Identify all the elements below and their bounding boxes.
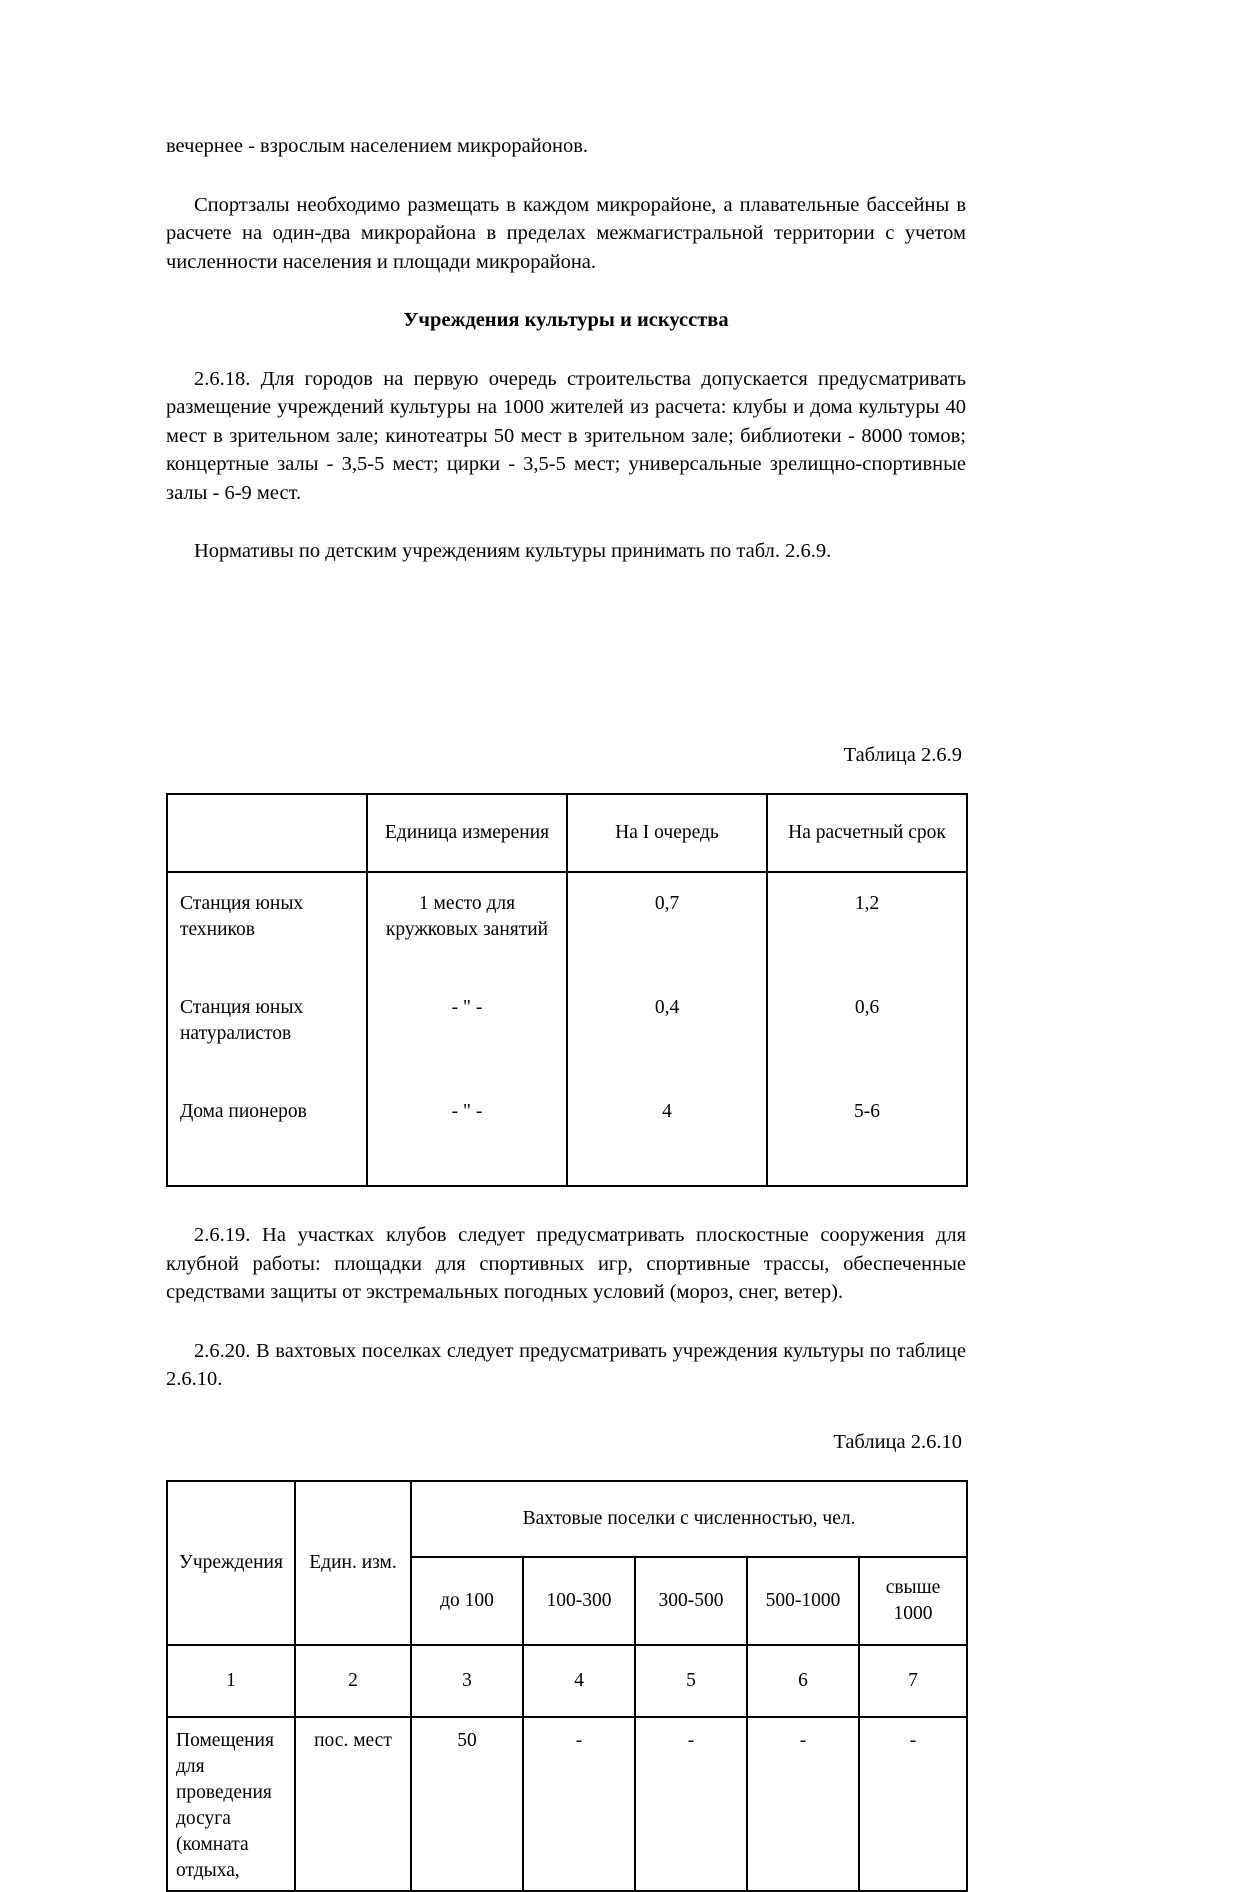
- row-first-stage: 0,4: [567, 977, 767, 1081]
- table-header-cell-first-stage: На I очередь: [567, 794, 767, 872]
- table-header-cell-unit: Един. изм.: [295, 1481, 411, 1645]
- row-design-term: 1,2: [767, 872, 967, 977]
- table-subheader-cell-1: 100-300: [523, 1557, 635, 1645]
- spacer: [166, 769, 966, 793]
- row-name: Станция юных натуралистов: [167, 977, 367, 1081]
- table-caption-2-6-9: Таблица 2.6.9: [843, 743, 962, 766]
- table-2-6-9: [166, 793, 968, 1187]
- table-row: [167, 1717, 967, 1891]
- column-number-6: 6: [747, 1645, 859, 1717]
- row-unit-line1: - " -: [451, 997, 483, 1018]
- table-row: [167, 977, 967, 1081]
- row-first-stage: 4: [567, 1081, 767, 1186]
- row-value-0: 50: [411, 1717, 523, 1891]
- table-subheader-cell-0: до 100: [411, 1557, 523, 1645]
- spacer: [166, 1456, 966, 1480]
- row-design-term: 5-6: [767, 1081, 967, 1186]
- table-2-6-10: [166, 1480, 968, 1892]
- row-name: Станция юных техников: [167, 872, 367, 977]
- table-header-row-group: [167, 1481, 967, 1557]
- row-unit: [367, 872, 567, 977]
- table-caption-2-6-10: Таблица 2.6.10: [833, 1430, 962, 1453]
- table-row: [167, 872, 967, 977]
- column-number-1: 1: [167, 1645, 295, 1717]
- paragraph-sports-halls: Спортзалы необходимо размещать в каждом микрорайоне, а плавательные бассейны в расчете на один-два микрорайона в пределах межмагистральной территории с учетом численности населения и площади микрорайона.: [166, 193, 966, 273]
- spacer: [166, 335, 966, 365]
- column-number-4: 4: [523, 1645, 635, 1717]
- row-unit: [367, 1081, 567, 1186]
- spacer: [166, 1307, 966, 1337]
- paragraph-2-6-19: 2.6.19. На участках клубов следует предусматривать плоскостные сооружения для клубной работы: площадки для спортивных игр, спортивные трассы, обеспеченные средствами защиты от экстремальных погодных условий (мороз, снег, ветер).: [166, 1224, 966, 1303]
- table-header-cell-group: Вахтовые поселки с численностью, чел.: [411, 1481, 967, 1557]
- row-unit: [367, 977, 567, 1081]
- row-first-stage: 0,7: [567, 872, 767, 977]
- row-unit-line1: 1 место для: [418, 893, 516, 914]
- row-unit: пос. мест: [295, 1717, 411, 1891]
- spacer: [166, 507, 966, 537]
- table-subheader-cell-2: 300-500: [635, 1557, 747, 1645]
- section-heading-culture: Учреждения культуры и искусства: [403, 309, 729, 331]
- table-row: [167, 1081, 967, 1186]
- table-subheader-cell-3: 500-1000: [747, 1557, 859, 1645]
- column-number-7: 7: [859, 1645, 967, 1717]
- paragraph-norms-reference: Нормативы по детским учреждениям культуры принимать по табл. 2.6.9.: [194, 540, 832, 562]
- page-content: [166, 132, 966, 1881]
- row-value-4: -: [859, 1717, 967, 1891]
- row-value-1: -: [523, 1717, 635, 1891]
- spacer: [166, 161, 966, 191]
- row-unit-line2: кружковых занятий: [385, 919, 549, 940]
- row-name: Помещения для проведения досуга (комната отдыха,: [167, 1717, 295, 1891]
- column-number-5: 5: [635, 1645, 747, 1717]
- table-header-cell-empty: [167, 794, 367, 872]
- spacer: [166, 276, 966, 306]
- table-header-row: [167, 794, 967, 872]
- table-header-cell-institutions: Учреждения: [167, 1481, 295, 1645]
- table-header-cell-unit: Единица измерения: [367, 794, 567, 872]
- paragraph-intro: вечернее - взрослым населением микрорайонов.: [166, 135, 589, 157]
- column-number-3: 3: [411, 1645, 523, 1717]
- table-header-cell-design-term: На расчетный срок: [767, 794, 967, 872]
- row-unit-line1: - " -: [451, 1101, 483, 1122]
- paragraph-2-6-20: 2.6.20. В вахтовых поселках следует предусматривать учреждения культуры по таблице 2.6.10.: [166, 1339, 966, 1390]
- spacer: [166, 1187, 966, 1221]
- row-value-2: -: [635, 1717, 747, 1891]
- spacer: [166, 1394, 966, 1428]
- row-value-3: -: [747, 1717, 859, 1891]
- paragraph-2-6-18: 2.6.18. Для городов на первую очередь строительства допускается предусматривать размещение учреждений культуры на 1000 жителей из расчета: клубы и дома культуры 40 мест в зрительном зале; кинотеатры 50 мест в зрительном зале; библиотеки - 8000 томов; концертные залы - 3,5-5 мест; цирки - 3,5-5 мест; универсальные зрелищно-спортивные залы - 6-9 мест.: [166, 367, 966, 504]
- column-number-2: 2: [295, 1645, 411, 1717]
- row-design-term: 0,6: [767, 977, 967, 1081]
- table-2-6-10-clip: [166, 1480, 966, 1881]
- table-subheader-cell-4: свыше 1000: [859, 1557, 967, 1645]
- table-numbering-row: [167, 1645, 967, 1717]
- row-name: Дома пионеров: [167, 1081, 367, 1186]
- spacer-large: [166, 566, 966, 741]
